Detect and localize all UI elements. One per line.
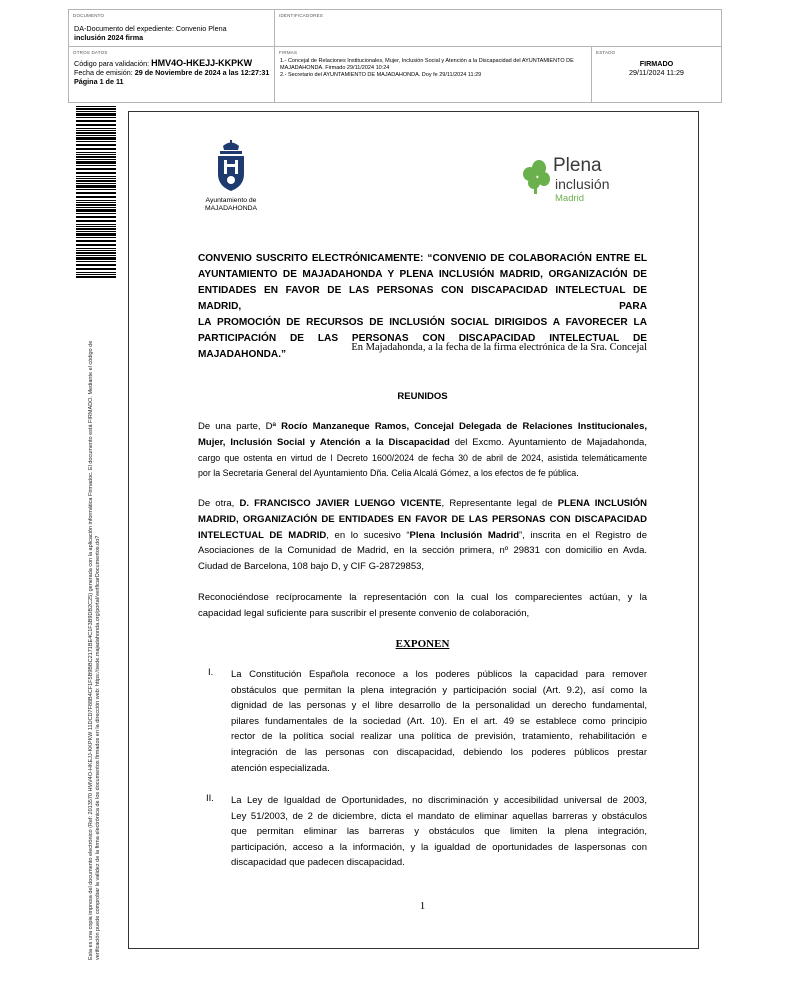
documento-value: DA-Documento del expediente: Convenio Plena inclusión 2024 firma bbox=[74, 24, 227, 42]
firmas-cell bbox=[275, 46, 592, 102]
agreement-title: CONVENIO SUSCRITO ELECTRÓNICAMENTE: “CONVENIO DE COLABORACIÓN ENTRE EL AYUNTAMIENTO DE MAJADAHONDA Y PLENA INCLUSIÓN MADRID, ORGANIZACIÓN DE ENTIDADES EN FAVOR DE LAS PERSONAS CON DISCAPACIDAD INTELECTUAL DE MADRID, PARA LA PROMOCIÓN DE RECURSOS DE INCLUSIÓN SOCIAL DIRIGIDOS A FAVORECER LA PARTICIPACIÓN DE LAS PERSONAS CON DISCAPACIDAD INTELECTUAL DE MAJADAHONDA.” bbox=[198, 253, 647, 360]
item-number: I. bbox=[208, 667, 214, 678]
validation-info: Código para validación: HMV4O-HKEJJ-KKPKW Fecha de emisión: 29 de Noviembre de 2024 a las 12:27:31 Página 1 de 11 bbox=[74, 58, 270, 86]
item-number: II. bbox=[206, 793, 214, 804]
place-date-line: En Majadahonda, a la fecha de la firma electrónica de la Sra. Concejal bbox=[351, 342, 647, 353]
list-item: La Ley de Igualdad de Oportunidades, no discriminación y accesibilidad universal de 2003, Ley 51/2003, de 2 de diciembre, dicta el mandato de eliminar aquellas barreras y obstáculos que permitan eliminar las barreras y obstáculos que limiten la plena integración, participación, acceso a la información, y la igualdad de oportunidades de laspersonas con discapacidad que padecen discapacidad. bbox=[231, 795, 647, 869]
verification-side-text: Esta es una copia impresa del documento electrónico (Ref: 2013570 HMV4O-HKEJJ-KKPKW 11DCD7F88B4CF1F5B9BBC2171BE4C1F3B9DB2C25) generada con la aplicación informática Firmadoc. El documento está FIRMADO. Mediante el código de verificación puede comprobar la validez de la firma electrónica de los documentos firmados en la dirección web: https://sede.majadahonda.org/portal/verificarDocumentos.do? bbox=[88, 340, 101, 960]
firmas-label: FIRMAS bbox=[279, 50, 298, 55]
paragraph-second-party: De otra, D. FRANCISCO JAVIER LUENGO VICENTE, Representante legal de PLENA INCLUSIÓN MADRID, ORGANIZACIÓN DE ENTIDADES EN FAVOR DE LAS PERSONAS CON DISCAPACIDAD INTELECTUAL DE MADRID, en lo sucesivo “Plena Inclusión Madrid”, inscrita en el Registro de Asociaciones de la Comunidad de Madrid, en la sección primera, nº 29831 con domicilio en Avda. Ciudad de Barcelona, 108 bajo D, y CIF G-28729853, bbox=[198, 498, 648, 573]
page-count: Página 1 de 11 bbox=[74, 77, 124, 86]
otros-datos-cell bbox=[69, 46, 275, 102]
document-header bbox=[68, 9, 722, 103]
validation-code[interactable]: HMV4O-HKEJJ-KKPKW bbox=[151, 58, 253, 68]
signatures-list: 1.- Concejal de Relaciones Institucionales, Mujer, Inclusión Social y Atención a la Discapacidad del AYUNTAMIENTO DE MAJADAHONDA. Firmado 29/11/2024 10:24 2.- Secretario del AYUNTAMIENTO DE MAJADAHONDA. Doy fe 29/11/2024 11:29 bbox=[280, 58, 574, 78]
section-heading-exponen: EXPONEN bbox=[395, 638, 450, 650]
list-item: La Constitución Española reconoce a los poderes públicos la capacidad para remover obstáculos que permitan la plena integración y participación social (Art. 9.2), así como la dignidad de las personas y el libre desarrollo de la personalidad un derecho fundamental, pilares fundamentales de la sociedad (Art. 10). En el art. 49 se establece como principio rector de la política social realizar una política de previsión, tratamiento, rehabilitación e integración de las personas con discapacidad, debiendo los poderes públicos prestar atención especializada. bbox=[231, 669, 647, 774]
identificadores-cell bbox=[275, 10, 721, 46]
page-number: 1 bbox=[419, 900, 426, 912]
status-badge: FIRMADO 29/11/2024 11:29 bbox=[629, 59, 684, 77]
paragraph-recognition: Reconociéndose recíprocamente la representación con la cual los comparecientes actúan, y la capacidad legal suficiente para suscribir el presente convenio de colaboración, bbox=[198, 592, 647, 619]
estado-cell bbox=[592, 46, 721, 102]
documento-cell bbox=[69, 10, 275, 46]
documento-label: DOCUMENTO bbox=[73, 13, 105, 18]
plena-inclusion-logo: Plena inclusión Madrid bbox=[522, 157, 612, 207]
emission-date: 29 de Noviembre de 2024 a las 12:27:31 bbox=[134, 68, 270, 77]
coat-of-arms-icon bbox=[214, 140, 248, 192]
identificadores-label: IDENTIFICADORES bbox=[279, 13, 324, 18]
otros-datos-label: OTROS DATOS bbox=[73, 50, 108, 55]
section-heading-reunidos: REUNIDOS bbox=[397, 391, 448, 402]
paragraph-first-party: De una parte, Dª Rocío Manzaneque Ramos, Concejal Delegada de Relaciones Institucionales, Mujer, Inclusión Social y Atención a la Discapacidad del Excmo. Ayuntamiento de Majadahonda, cargo que ostenta en virtud de l Decreto 1600/2024 de fecha 30 de abril de 2024, asistida telemáticamente por la Secretaria General del Ayuntamiento Dña. Celia Alcalá Gómez, a los efectos de fe pública. bbox=[198, 421, 647, 479]
barcode bbox=[76, 106, 116, 278]
clover-icon bbox=[522, 159, 552, 195]
ayuntamiento-logo: Ayuntamiento de MAJADAHONDA bbox=[203, 140, 259, 212]
estado-label: ESTADO bbox=[596, 50, 616, 55]
